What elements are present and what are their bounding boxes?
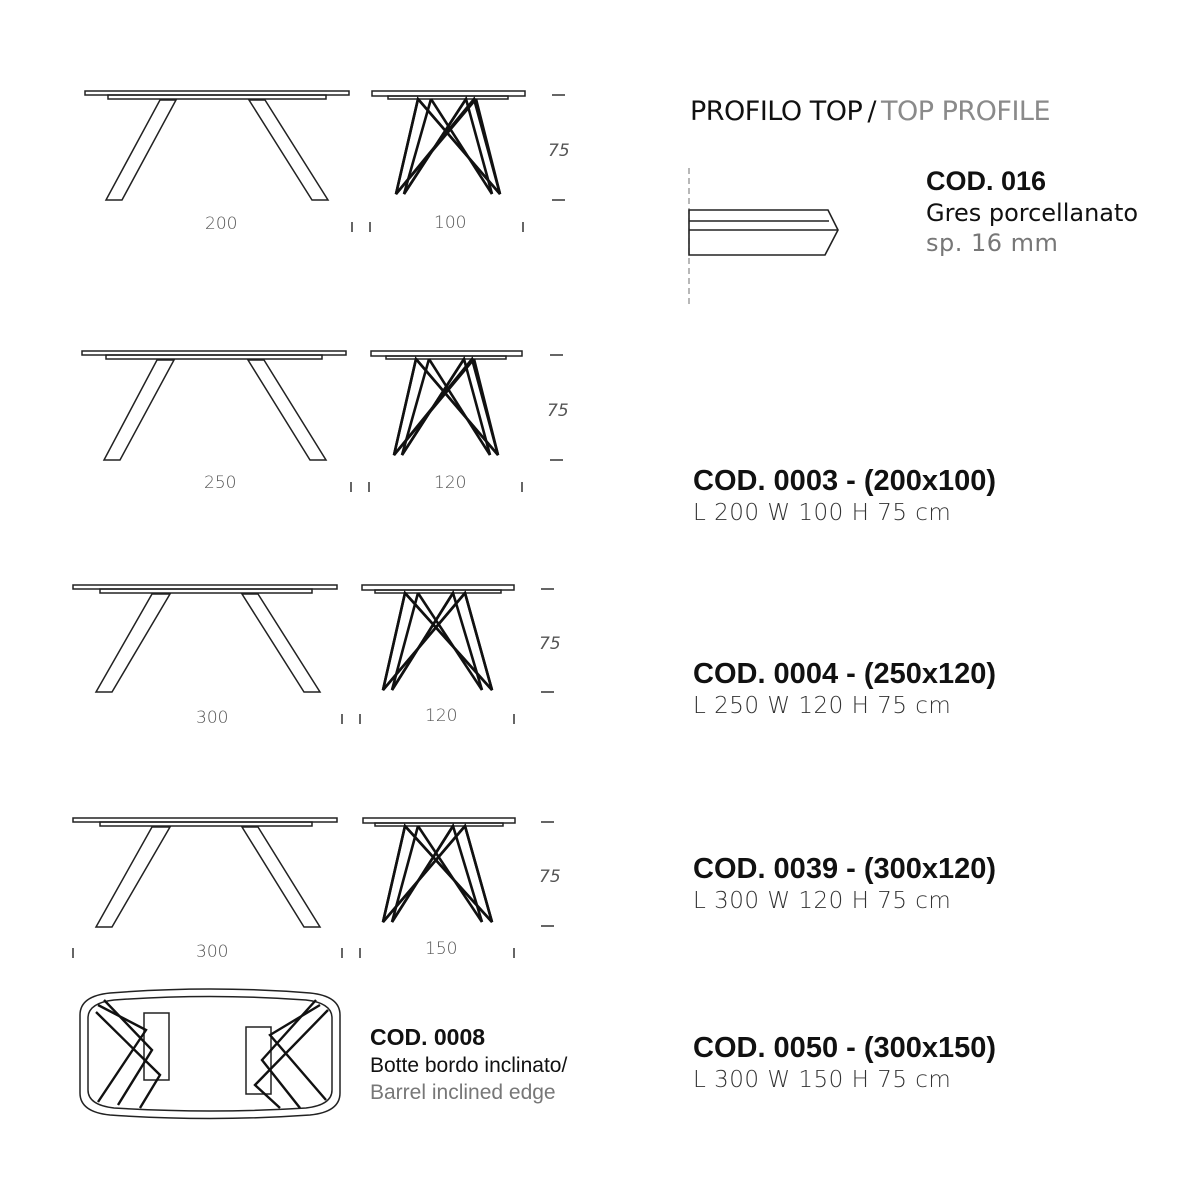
width-label: 100 xyxy=(434,213,467,233)
edge-profile-drawing xyxy=(0,0,1,1)
height-label: 75 xyxy=(547,401,569,421)
product-code-dimensions: L 300 W 150 H 75 cm xyxy=(693,1067,952,1093)
length-label: 300 xyxy=(196,942,229,962)
height-label: 75 xyxy=(548,141,570,161)
height-label: 75 xyxy=(539,867,561,887)
width-label: 120 xyxy=(434,473,467,493)
product-code-dimensions: L 300 W 120 H 75 cm xyxy=(693,888,952,914)
title-separator: / xyxy=(867,96,876,127)
product-code-1 xyxy=(693,465,996,526)
shape-caption xyxy=(370,1024,567,1105)
shape-code: COD. 0008 xyxy=(370,1024,486,1050)
width-label: 150 xyxy=(425,939,458,959)
length-label: 300 xyxy=(196,708,229,728)
profile-header xyxy=(690,96,1050,127)
height-label: 75 xyxy=(539,634,561,654)
product-code-dimensions: L 200 W 100 H 75 cm xyxy=(693,500,952,526)
product-code-2 xyxy=(693,658,996,719)
product-code-3 xyxy=(693,853,996,914)
shape-name-english: Barrel inclined edge xyxy=(370,1081,556,1104)
profile-title-english: TOP PROFILE xyxy=(881,96,1051,127)
product-code-title: COD. 0039 - (300x120) xyxy=(693,853,997,885)
product-code-4 xyxy=(693,1032,996,1093)
width-label: 120 xyxy=(425,706,458,726)
shape-name-italian: Botte bordo inclinato/ xyxy=(370,1054,568,1077)
length-label: 200 xyxy=(205,214,238,234)
product-code-title: COD. 0003 - (200x100) xyxy=(693,465,997,497)
length-label: 250 xyxy=(204,473,237,493)
profile-spec xyxy=(926,166,1138,257)
profile-code: COD. 016 xyxy=(926,166,1047,196)
profile-title-italian: PROFILO TOP xyxy=(690,96,863,127)
product-code-title: COD. 0050 - (300x150) xyxy=(693,1032,997,1064)
product-code-dimensions: L 250 W 120 H 75 cm xyxy=(693,693,952,719)
profile-thickness: sp. 16 mm xyxy=(926,229,1059,257)
profile-material: Gres porcellanato xyxy=(926,199,1139,227)
product-code-title: COD. 0004 - (250x120) xyxy=(693,658,997,690)
